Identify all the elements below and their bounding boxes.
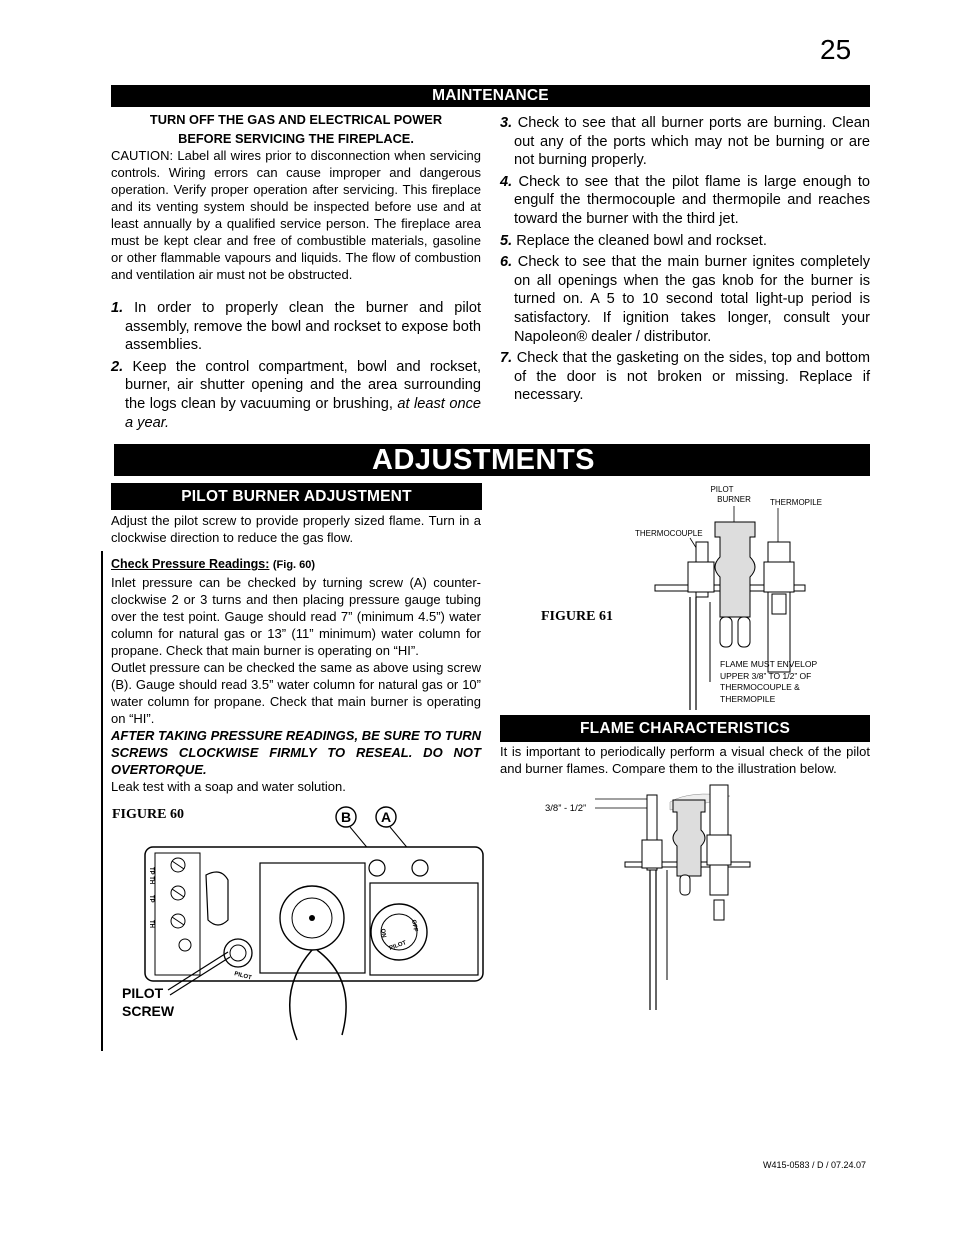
step-text: Check to see that all burner ports are burning. Clean out any of the ports which may not be burning or are not burning properly. bbox=[514, 115, 870, 169]
pilot-tube-2 bbox=[738, 617, 750, 647]
pilot-screw-inner bbox=[230, 945, 246, 961]
figure-60-label: FIGURE 60 bbox=[112, 807, 184, 822]
thermopile-nut bbox=[764, 562, 794, 592]
terminal-label-3: TH bbox=[148, 920, 154, 928]
flame-characteristics-header: FLAME CHARACTERISTICS bbox=[500, 715, 870, 742]
callout-b-text: B bbox=[340, 809, 352, 825]
step-number: 4. bbox=[500, 173, 513, 190]
thermocouple-nut bbox=[688, 562, 714, 592]
reseal-warning: AFTER TAKING PRESSURE READINGS, BE SURE TO TURN SCREWS CLOCKWISE FIRMLY TO RESEAL. DO NOT OVERTORQUE. bbox=[111, 728, 481, 777]
step-number: 7. bbox=[500, 350, 513, 367]
step-1 bbox=[111, 299, 481, 355]
flame-figure bbox=[595, 780, 765, 1015]
magnet-center bbox=[309, 915, 315, 921]
warning-line-1: TURN OFF THE GAS AND ELECTRICAL POWER bbox=[149, 112, 443, 127]
step-number: 5. bbox=[500, 232, 513, 249]
callout-a-text: A bbox=[380, 809, 392, 825]
check-fig-ref: (Fig. 60) bbox=[272, 559, 316, 571]
step-number: 2. bbox=[111, 358, 124, 375]
thermocouple-label: THERMOCOUPLE bbox=[635, 529, 703, 538]
pilot-screw-label-2: SCREW bbox=[122, 1003, 175, 1019]
step-5 bbox=[500, 232, 870, 251]
pilot-tube bbox=[720, 617, 732, 647]
knob-pilot-text: PILOT bbox=[388, 940, 408, 952]
maintenance-left-column bbox=[111, 109, 481, 435]
pilot-burner-label-2: BURNER bbox=[717, 495, 751, 504]
pilot-burner-body bbox=[715, 522, 755, 617]
step-number: 6. bbox=[500, 254, 513, 271]
step-emphasis: at least once a year. bbox=[125, 395, 481, 431]
wire-clip bbox=[206, 872, 228, 925]
step-text: Check to see that the main burner ignites completely on all openings when the gas knob for the burner is turned on. A 5 to 10 second total light-up period is satisfactory. If ignition takes longer, consult your Napoleon® dealer / distributor. bbox=[514, 254, 871, 345]
step-number: 1. bbox=[111, 300, 124, 316]
screw-b-tap bbox=[369, 860, 385, 876]
thermopile-tip bbox=[772, 594, 786, 614]
flame-envelop-note bbox=[720, 659, 817, 705]
leak-test-text: Leak test with a soap and water solution. bbox=[111, 779, 346, 794]
note-line: THERMOCOUPLE & bbox=[720, 682, 800, 692]
step-4 bbox=[500, 173, 870, 229]
pilot-adjustment-text bbox=[111, 512, 481, 795]
pilot-screw-label-1: PILOT bbox=[122, 985, 164, 1001]
screw-a-tap bbox=[412, 860, 428, 876]
maintenance-right-column bbox=[500, 114, 870, 408]
flame-pilot-body bbox=[673, 800, 705, 876]
flame-thermopile-nut bbox=[707, 835, 731, 865]
thermopile-label: THERMOPILE bbox=[770, 498, 823, 507]
step-2 bbox=[111, 358, 481, 432]
flame-thermocouple-nut bbox=[642, 840, 662, 868]
step-number: 3. bbox=[500, 115, 513, 131]
caution-text: CAUTION: Label all wires prior to disconnection when servicing controls. Wiring errors can cause improper and dangerous operation. Verify proper operation after servicing. This fireplace and its venting system should be inspected before use and at least annually by a qualified service person. The fireplace area must be kept clear and free of combustible materials, gasoline or other flammable vapours and liquids. The flow of combustion and ventilation air must not be obstructed. bbox=[111, 148, 481, 282]
step-6 bbox=[500, 253, 870, 346]
valve-pilot-text: PILOT bbox=[233, 971, 253, 982]
pilot-intro: Adjust the pilot screw to provide properly sized flame. Turn in a clockwise direction to reduce the gas flow. bbox=[111, 513, 481, 545]
document-code: W415-0583 / D / 07.24.07 bbox=[763, 1160, 867, 1170]
flame-dimension-label: 3/8” - 1/2” bbox=[545, 803, 587, 814]
figure-61-label: FIGURE 61 bbox=[541, 609, 613, 624]
step-text: Replace the cleaned bowl and rockset. bbox=[516, 232, 767, 249]
note-line: UPPER 3/8” TO 1/2” OF bbox=[720, 670, 812, 681]
pilot-burner-header: PILOT BURNER ADJUSTMENT bbox=[111, 483, 482, 510]
terminal-label-2: TP bbox=[148, 895, 154, 903]
terminal-label-1: TP TH bbox=[148, 867, 154, 885]
inlet-text: Inlet pressure can be checked by turning screw (A) counter-clockwise 2 or 3 turns and then placing pressure gauge tubing over the test point. Gauge should read 7” (minimum 4.5”) water column for natural gas or 13” (11” minimum) water column for propane. Check that main burner is operating on “HI”. bbox=[111, 575, 481, 658]
knob-off-text: OFF bbox=[410, 919, 419, 933]
pilot-screw-label bbox=[122, 984, 174, 1020]
step-7 bbox=[500, 349, 870, 405]
step-3 bbox=[500, 114, 870, 170]
note-line: FLAME MUST ENVELOP bbox=[720, 659, 818, 669]
maintenance-header: MAINTENANCE bbox=[111, 85, 870, 107]
check-pressure-heading bbox=[111, 556, 481, 574]
knob-on-text: ON bbox=[379, 928, 387, 939]
pilot-burner-label-1: PILOT bbox=[710, 485, 734, 494]
page-number: 25 bbox=[820, 34, 852, 65]
step-text: Check to see that the pilot flame is large enough to engulf the thermocouple and thermopile and reaches toward the burner with the third jet. bbox=[514, 173, 871, 227]
outlet-text: Outlet pressure can be checked the same as above using screw (B). Gauge should read 3.5” water column for natural gas or 10” water column for propane. Check that main burner is operating on “HI”. bbox=[111, 660, 481, 726]
flame-tube bbox=[680, 875, 690, 895]
step-text: Check that the gasketing on the sides, top and bottom of the door is not broken or missing. Replace if necessary. bbox=[514, 350, 870, 404]
step-text: In order to properly clean the burner and pilot assembly, remove the bowl and rockset to expose both assemblies. bbox=[125, 300, 481, 354]
change-bar bbox=[101, 551, 103, 1051]
warning-line-2: BEFORE SERVICING THE FIREPLACE. bbox=[178, 131, 414, 146]
flame-thermopile-tip bbox=[714, 900, 724, 920]
check-heading-text: Check Pressure Readings: bbox=[111, 557, 270, 571]
adjustments-header: ADJUSTMENTS bbox=[114, 444, 870, 476]
flame-text: It is important to periodically perform a visual check of the pilot and burner flames. Compare them to the illustration below. bbox=[500, 744, 870, 776]
step-text: Keep the control compartment, bowl and rockset, burner, air shutter opening and the area surrounding the logs clean by vacuuming or brushing, bbox=[125, 358, 482, 412]
note-line: THERMOPILE bbox=[720, 693, 776, 704]
